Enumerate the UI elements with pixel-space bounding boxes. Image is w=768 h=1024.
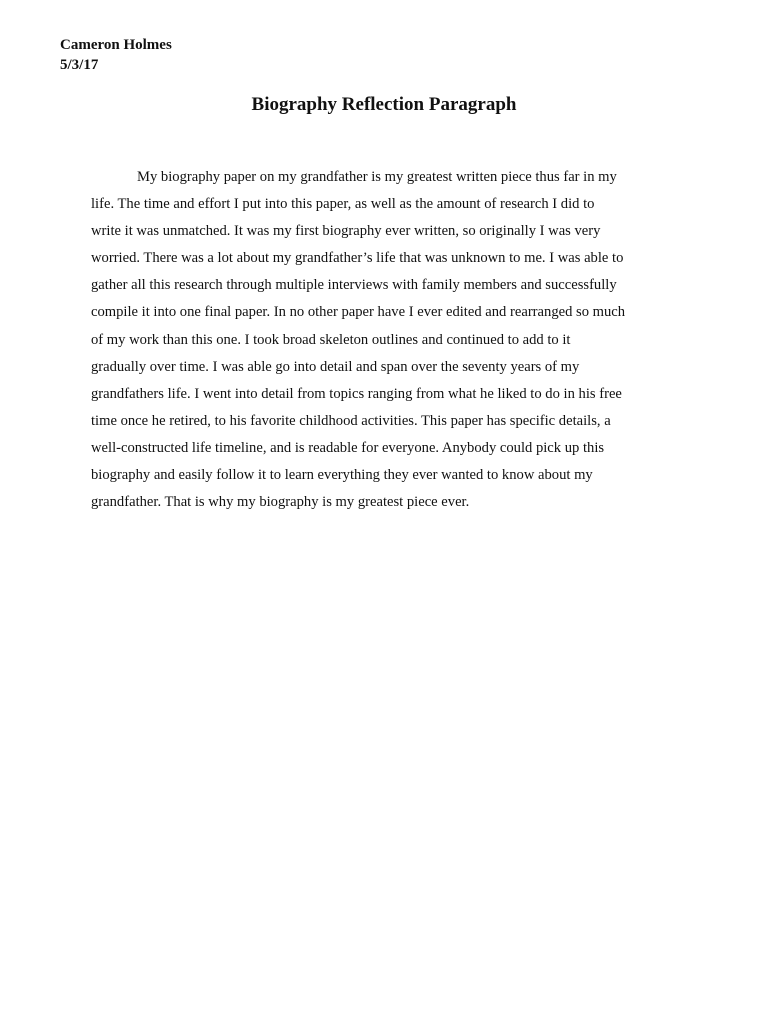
header-block bbox=[60, 35, 172, 75]
paragraph-line: compile it into one final paper. In no other paper have I ever edited and rearranged so much bbox=[91, 304, 626, 321]
paragraph-line: grandfathers life. I went into detail from topics ranging from what he liked to do in his free bbox=[91, 385, 622, 402]
paragraph-line: biography and easily follow it to learn everything they ever wanted to know about my bbox=[91, 467, 593, 484]
paragraph-line: gradually over time. I was able go into detail and span over the seventy years of my bbox=[91, 358, 580, 375]
reflection-paragraph bbox=[91, 164, 681, 516]
paragraph-line: gather all this research through multiple interviews with family members and successfully bbox=[91, 277, 617, 294]
paragraph-line: well-constructed life timeline, and is readable for everyone. Anybody could pick up this bbox=[91, 439, 605, 456]
paragraph-line: write it was unmatched. It was my first biography ever written, so originally I was very bbox=[91, 223, 601, 240]
paragraph-line: of my work than this one. I took broad skeleton outlines and continued to add to it bbox=[91, 331, 571, 348]
paragraph-line: My biography paper on my grandfather is my greatest written piece thus far in my bbox=[137, 169, 617, 185]
paragraph-line: grandfather. That is why my biography is my greatest piece ever. bbox=[91, 494, 470, 511]
author-name: Cameron Holmes bbox=[60, 37, 172, 53]
paragraph-line: worried. There was a lot about my grandfather’s life that was unknown to me. I was able to bbox=[91, 250, 624, 267]
paragraph-line: time once he retired, to his favorite childhood activities. This paper has specific details, a bbox=[91, 412, 611, 429]
paragraph-line: life. The time and effort I put into this paper, as well as the amount of research I did to bbox=[91, 196, 595, 213]
document-title: Biography Reflection Paragraph bbox=[251, 94, 517, 115]
document-date: 5/3/17 bbox=[60, 57, 99, 73]
